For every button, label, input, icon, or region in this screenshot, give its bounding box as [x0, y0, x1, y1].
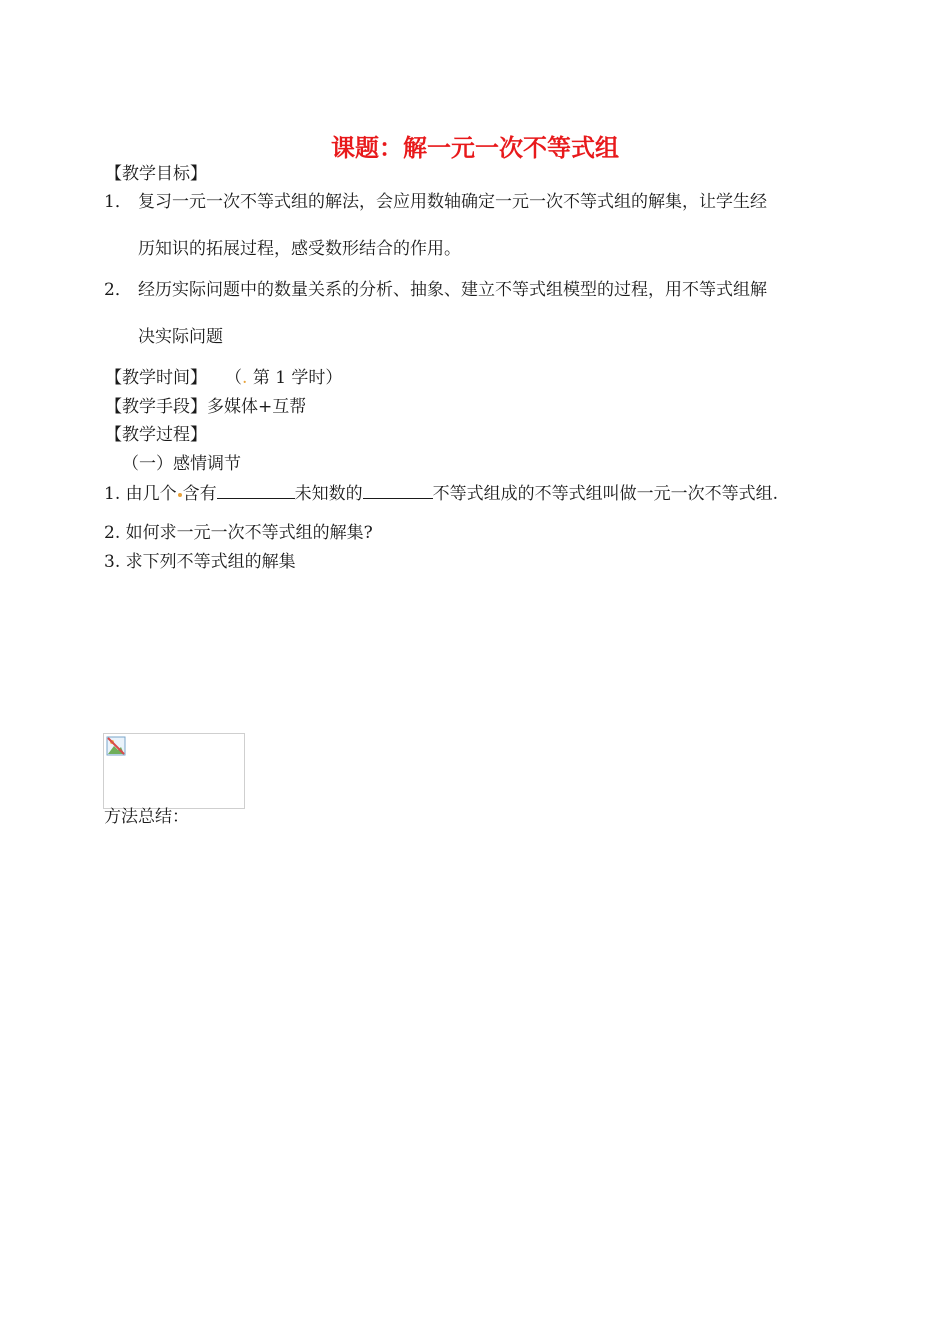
- method-summary: 方法总结：: [104, 807, 189, 827]
- image-placeholder: [103, 733, 245, 809]
- objective-2-line-1: [104, 279, 767, 301]
- teaching-time-row: [105, 367, 342, 389]
- teaching-process-heading: 【教学过程】: [105, 425, 207, 445]
- question-3: 3. 求下列不等式组的解集: [104, 552, 296, 572]
- question-1-part-a: 1. 由几个: [104, 484, 177, 504]
- broken-image-icon: [106, 736, 126, 756]
- teaching-means-value: 多媒体+互帮: [207, 397, 307, 417]
- fill-blank-2[interactable]: [363, 482, 433, 499]
- question-1-part-b: 含有: [182, 484, 217, 504]
- objective-2-number: 2．: [104, 280, 132, 300]
- question-1-part-c: 未知数的: [294, 484, 363, 504]
- objective-1-number: 1．: [104, 192, 132, 212]
- part-1-heading: （一）感情调节: [122, 454, 241, 474]
- teaching-means-heading: 【教学手段】: [105, 397, 207, 417]
- objective-1-text: 复习一元一次不等式组的解法，会应用数轴确定一元一次不等式组的解集，让学生经: [138, 192, 767, 212]
- objectives-heading: 【教学目标】: [105, 164, 207, 184]
- teaching-means-row: [105, 396, 306, 418]
- question-2: 2. 如何求一元一次不等式组的解集?: [104, 523, 373, 543]
- objective-1-line-2: 历知识的拓展过程，感受数形结合的作用。: [138, 239, 461, 259]
- bullet-dot: [178, 493, 182, 497]
- objective-2-text: 经历实际问题中的数量关系的分析、抽象、建立不等式组模型的过程，用不等式组解: [138, 280, 767, 300]
- page-title: 课题：解一元一次不等式组: [331, 134, 619, 162]
- objective-1-line-1: [104, 191, 767, 213]
- teaching-time-dot: .: [242, 368, 248, 388]
- objective-2-line-2: 决实际问题: [138, 327, 223, 347]
- teaching-time-open: （: [225, 368, 242, 388]
- question-1-part-d: 不等式组成的不等式组叫做一元一次不等式组.: [432, 484, 779, 504]
- fill-blank-1[interactable]: [217, 482, 295, 499]
- teaching-time-value: 第 1 学时）: [252, 368, 343, 388]
- question-1: [104, 482, 778, 505]
- teaching-time-heading: 【教学时间】: [105, 368, 207, 388]
